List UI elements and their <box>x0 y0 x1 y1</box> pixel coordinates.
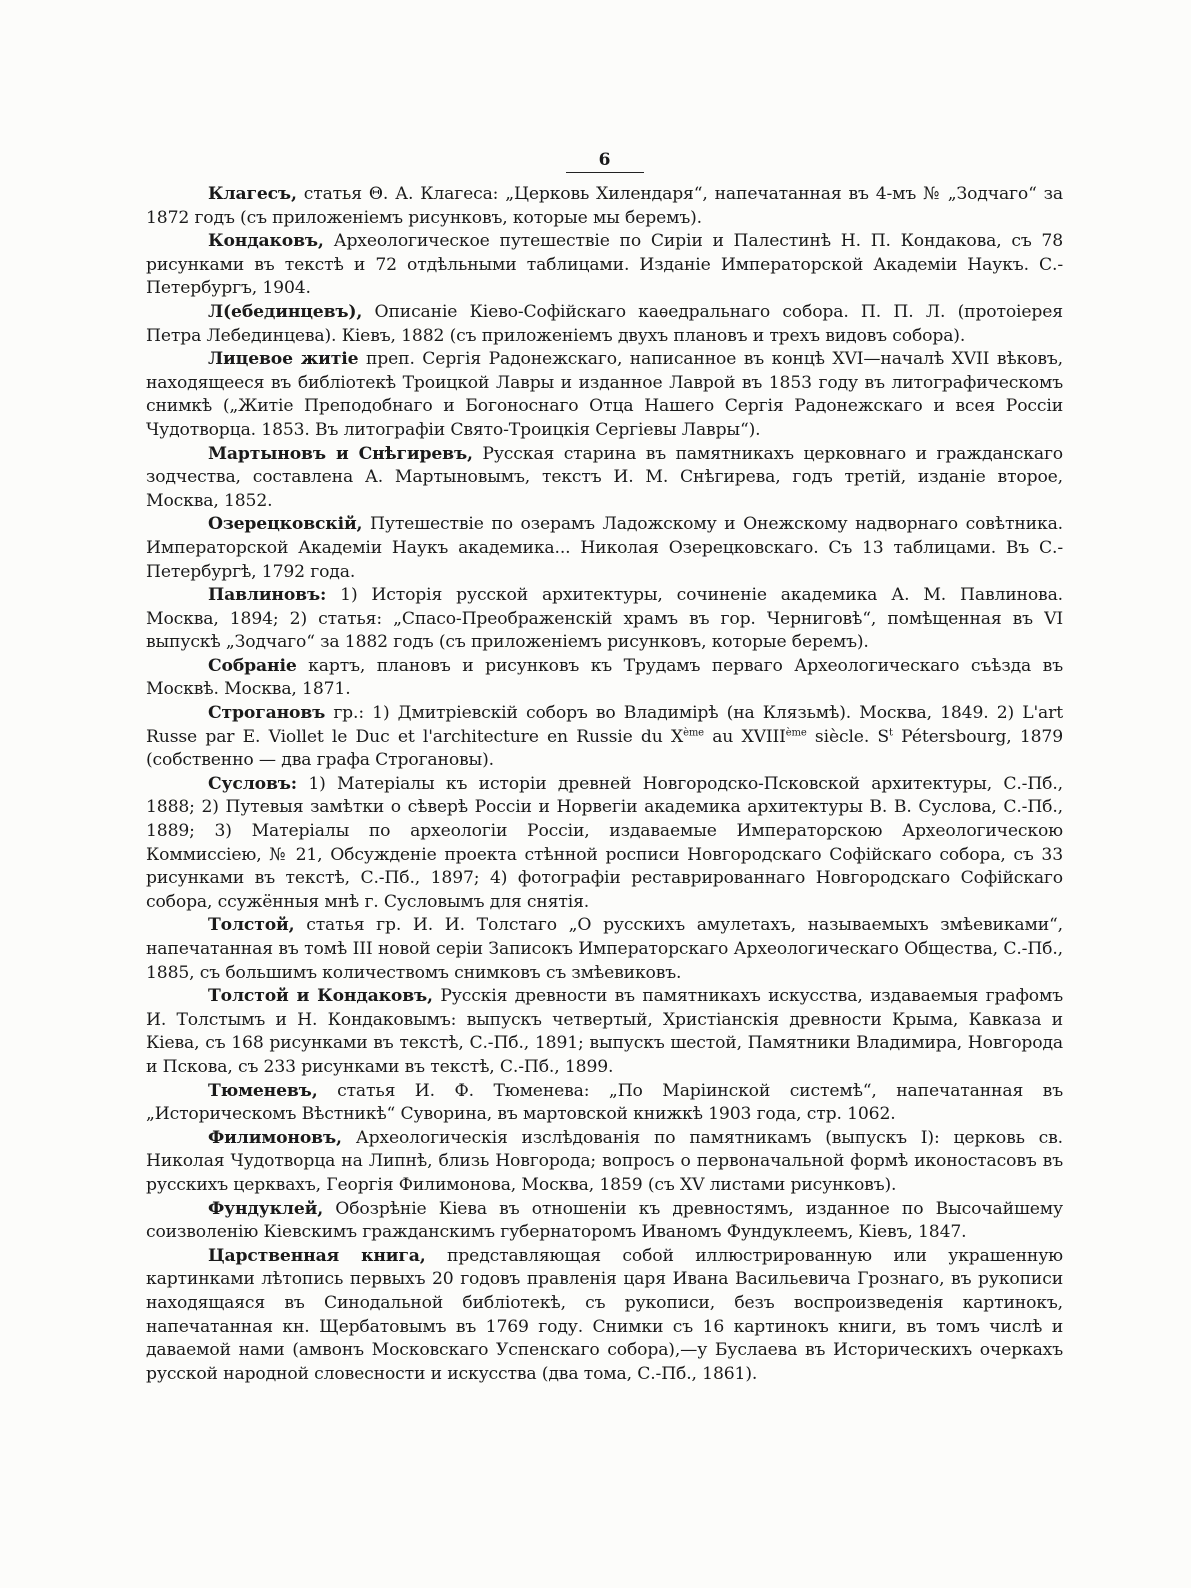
bibliography-entry <box>146 348 1063 442</box>
entry-text: 1) Исторія русской архитектуры, сочиненіе академика А. М. Павлинова. Москва, 1894; 2) статья: „Спасо-Преображенскій храмъ въ гор. Черниговѣ“, помѣщенная въ VI выпускѣ „Зодчаго“ за 1882 годъ (съ приложеніемъ рисунковъ, которые беремъ). <box>146 585 1063 653</box>
bibliography-entry <box>146 1080 1063 1127</box>
entry-head: Кондаковъ, <box>208 231 324 252</box>
bibliography-entry <box>146 513 1063 584</box>
entry-head: Озерецковскій, <box>208 514 363 535</box>
entry-head: Строгановъ <box>208 703 326 724</box>
entry-head: Павлиновъ: <box>208 585 327 606</box>
entry-head: Толстой, <box>208 915 295 936</box>
entry-text: Русскія древности въ памятникахъ искусства, издаваемыя графомъ И. Толстымъ и Н. Кондаковымъ: выпускъ четвертый, Христіанскія древности Крыма, Кавказа и Кіева, съ 168 рисунками въ текстѣ, С.-Пб., 1891; выпускъ шестой, Памятники Владимира, Новгорода и Пскова, съ 233 рисунками въ текстѣ, С.-Пб., 1899. <box>146 986 1063 1077</box>
bibliography-entry <box>146 914 1063 985</box>
entry-text: 1) Матеріалы къ исторіи древней Новгородско-Псковской архитектуры, С.-Пб., 1888; 2) Путевыя замѣтки о сѣверѣ Россіи и Норвегіи академика архитектуры В. В. Суслова, С.-Пб., 1889; 3) Матеріалы по археологіи Россіи, издаваемые Императорскою Археологическою Коммиссіею, № 21, Обсужденіе проекта стѣнной росписи Новгородскаго Софійскаго собора, съ 33 рисунками въ текстѣ, С.-Пб., 1897; 4) фотографіи реставрированнаго Новгородскаго Софійскаго собора, ссужённыя мнѣ г. Сусловымъ для снятія. <box>146 773 1063 912</box>
entry-text: Русская старина въ памятникахъ церковнаго и гражданскаго зодчества, составлена А. Мартыновымъ, текстъ И. М. Снѣгирева, годъ третій, изданіе второе, Москва, 1852. <box>146 443 1063 511</box>
bibliography-entry <box>146 655 1063 702</box>
entry-text: гр.: 1) Дмитріевскій соборъ во Владимірѣ (на Клязьмѣ). Москва, 1849. 2) L'art Russe par E. Viollet le Duc et l'architecture en Russie du X <box>146 703 1063 747</box>
entry-text: Археологическія изслѣдованія по памятникамъ (выпускъ I): церковь св. Николая Чудотворца на Липнѣ, близь Новгорода; вопросъ о первоначальной формѣ иконостасовъ въ русскихъ церквахъ, Георгія Филимонова, Москва, 1859 (съ XV листами рисунковъ). <box>146 1127 1063 1195</box>
entry-text: siècle. S <box>806 726 890 747</box>
entry-text: статья И. Ф. Тюменева: „По Маріинской системѣ“, напечатанная въ „Историческомъ Вѣстникѣ“ Суворина, въ мартовской книжкѣ 1903 года, стр. 1062. <box>146 1080 1063 1125</box>
superscript: t <box>889 726 893 738</box>
entry-text: Путешествіе по озерамъ Ладожскому и Онежскому надворнаго совѣтника. Императорской Академіи Наукъ академика... Николая Озерецковскаго. Съ 13 таблицами. Въ С.-Петербургѣ, 1792 года. <box>146 514 1063 582</box>
entry-text: статья Θ. А. Клагеса: „Церковь Хилендаря“, напечатанная въ 4-мъ № „Зодчаго“ за 1872 годъ (съ приложеніемъ рисунковъ, которые мы беремъ). <box>146 184 1063 228</box>
entry-text: преп. Сергія Радонежскаго, написанное въ концѣ XVI—началѣ XVII вѣковъ, находящееся въ библіотекѣ Троицкой Лавры и изданное Лаврой въ 1853 году въ литографическомъ снимкѣ („Житіе Преподобнаго и Богоноснаго Отца Нашего Сергія Радонежскаго и всея Россіи Чудотворца. 1853. Въ литографіи Свято-Троицкія Сергіевы Лавры“). <box>146 349 1063 440</box>
entry-head: Фундуклей, <box>208 1198 324 1219</box>
bibliography-entry <box>146 773 1063 915</box>
bibliography-entry <box>146 1245 1063 1387</box>
entry-text: Обозрѣніе Кіева въ отношеніи къ древностямъ, изданное по Высочайшему соизволенію Кіевскимъ гражданскимъ губернаторомъ Иваномъ Фундуклеемъ, Кіевъ, 1847. <box>146 1198 1063 1243</box>
entry-text: представляющая собой иллюстрированную или украшенную картинками лѣтопись первыхъ 20 годовъ правленія царя Ивана Васильевича Грознаго, въ рукописи находящаяся въ Синодальной библіотекѣ, съ рукописи, безъ воспроизведенія картинокъ, напечатанная кн. Щербатовымъ въ 1769 году. Снимки съ 16 картинокъ книги, въ томъ числѣ и даваемой нами (амвонъ Московскаго Успенскаго собора),—у Буслаева въ Историческихъ очеркахъ русской народной словесности и искусства (два тома, С.-Пб., 1861). <box>146 1245 1063 1384</box>
bibliography-entry <box>146 584 1063 655</box>
bibliography-entry <box>146 230 1063 301</box>
entry-head: Собраніе <box>208 655 297 676</box>
superscript: ème <box>683 726 704 738</box>
bibliography-entry <box>146 702 1063 773</box>
bibliography-entry <box>146 183 1063 230</box>
bibliography-entry <box>146 443 1063 514</box>
entry-head: Мартыновъ и Снѣгиревъ, <box>208 443 473 464</box>
entry-head: Толстой и Кондаковъ, <box>208 986 433 1007</box>
entry-text: Описаніе Кіево-Софійскаго каѳедральнаго собора. П. П. Л. (протоіерея Петра Лебединцева). Кіевъ, 1882 (съ приложеніемъ двухъ плановъ и трехъ видовъ собора). <box>146 301 1063 346</box>
entry-head: Клагесъ, <box>208 184 297 204</box>
bibliography-entry <box>146 1127 1063 1198</box>
entry-text: au XVIII <box>703 726 786 747</box>
entry-head: Лицевое житіе <box>208 349 359 370</box>
bibliography-entry <box>146 1198 1063 1245</box>
superscript: ème <box>785 726 807 738</box>
header-rule <box>566 172 644 173</box>
entry-head: Царственная книга, <box>208 1245 426 1266</box>
entry-head: Сусловъ: <box>208 773 298 794</box>
page-number: 6 <box>598 150 611 170</box>
bibliography-entry <box>146 301 1063 348</box>
entry-text: Pétersbourg, 1879 (собственно — два графа Строгановы). <box>146 726 1063 771</box>
bibliography-list <box>146 183 1063 1386</box>
entry-head: Л(ебединцевъ), <box>208 301 363 322</box>
entry-text: статья гр. И. И. Толстаго „О русскихъ амулетахъ, называемыхъ змѣевиками“, напечатанная въ томѣ III новой серіи Записокъ Императорскаго Археологическаго Общества, С.-Пб., 1885, съ большимъ количествомъ снимковъ съ змѣевиковъ. <box>146 915 1063 983</box>
bibliography-entry <box>146 985 1063 1079</box>
entry-text: Археологическое путешествіе по Сиріи и Палестинѣ Н. П. Кондакова, съ 78 рисунками въ текстѣ и 72 отдѣльными таблицами. Изданіе Императорской Академіи Наукъ. С.-Петербургъ, 1904. <box>146 231 1063 299</box>
entry-head: Филимоновъ, <box>208 1127 342 1148</box>
entry-head: Тюменевъ, <box>208 1080 318 1101</box>
entry-text: картъ, плановъ и рисунковъ къ Трудамъ перваго Археологическаго съѣзда въ Москвѣ. Москва, 1871. <box>146 655 1063 700</box>
